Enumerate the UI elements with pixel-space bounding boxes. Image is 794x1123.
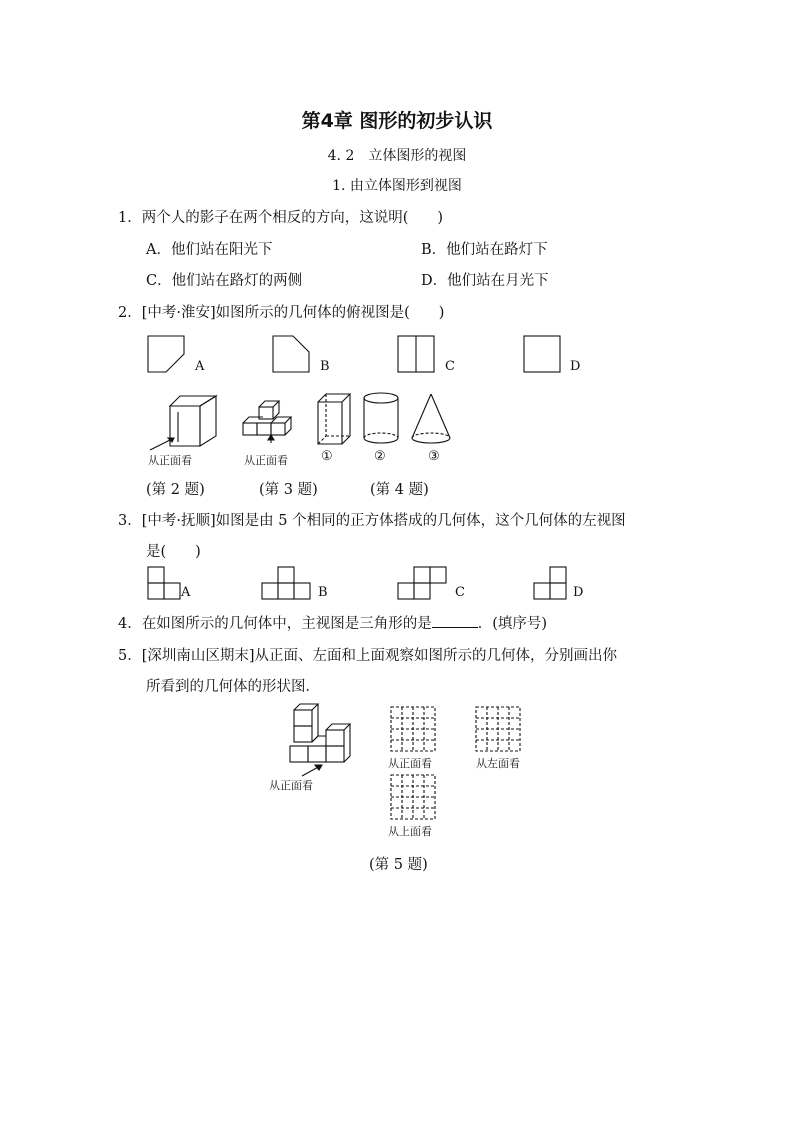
q1-stem: 1．两个人的影子在两个相反的方向，这说明( ) bbox=[118, 210, 444, 226]
q2-option-a-figure bbox=[148, 336, 188, 376]
q5-caption: (第 5 题) bbox=[369, 857, 428, 873]
chapter-title: 第4章 图形的初步认识 bbox=[301, 110, 493, 132]
q2-solid-figure bbox=[148, 392, 228, 452]
q4-stem-before: 4．在如图所示的几何体中，主视图是三角形的是 bbox=[118, 616, 432, 632]
q4-solid-3-label: ③ bbox=[428, 449, 440, 464]
q2-option-a-letter: A bbox=[195, 359, 205, 374]
q4-solid-1-label: ① bbox=[321, 449, 333, 464]
q5-top-view-label: 从上面看 bbox=[388, 825, 432, 838]
q5-front-view-grid[interactable] bbox=[391, 707, 437, 753]
q1-option-c: C．他们站在路灯的两侧 bbox=[146, 273, 303, 289]
q3-option-a-figure bbox=[148, 567, 184, 601]
q3-option-b-figure bbox=[262, 567, 314, 601]
q3-option-d-letter: D bbox=[573, 585, 584, 600]
q4-prism-figure bbox=[316, 392, 356, 448]
q5-stem-line2: 所看到的几何体的形状图． bbox=[146, 679, 320, 695]
q5-left-view-label: 从左面看 bbox=[476, 757, 520, 770]
q3-option-d-figure bbox=[534, 567, 570, 601]
q3-option-b-letter: B bbox=[318, 585, 328, 600]
q2-option-d-letter: D bbox=[570, 359, 581, 374]
q2-option-c-letter: C bbox=[445, 359, 455, 374]
q2-option-d-figure bbox=[524, 336, 564, 376]
q2-option-c-figure bbox=[398, 336, 438, 376]
q3-stem-line2: 是( ) bbox=[146, 544, 201, 560]
q3-option-c-figure bbox=[398, 567, 450, 601]
q4-stem-after: ．(填序号) bbox=[477, 616, 548, 632]
q2-front-view-label: 从正面看 bbox=[148, 454, 192, 467]
q4-cylinder-figure bbox=[362, 392, 404, 448]
q4-solid-2-label: ② bbox=[374, 449, 386, 464]
q4-answer-blank[interactable] bbox=[432, 613, 478, 628]
q1-option-b: B．他们站在路灯下 bbox=[421, 242, 548, 258]
q2-option-b-figure bbox=[273, 336, 313, 376]
q3-caption: (第 3 题) bbox=[259, 482, 318, 498]
q3-cubes-figure bbox=[241, 399, 301, 451]
q5-cubes-figure bbox=[288, 704, 358, 780]
q2-option-b-letter: B bbox=[320, 359, 330, 374]
subsection-title: 1. 由立体图形到视图 bbox=[332, 178, 462, 194]
q5-stem-line1: 5．[深圳南山区期末]从正面、左面和上面观察如图所示的几何体，分别画出你 bbox=[118, 648, 618, 664]
q1-option-d: D．他们站在月光下 bbox=[421, 273, 549, 289]
q2-stem: 2．[中考·淮安]如图所示的几何体的俯视图是( ) bbox=[118, 305, 445, 321]
q3-option-a-letter: A bbox=[181, 585, 191, 600]
q3-front-view-label: 从正面看 bbox=[244, 454, 288, 467]
q4-stem bbox=[118, 612, 547, 633]
section-title: 4. 2 立体图形的视图 bbox=[327, 148, 467, 164]
q5-top-view-grid[interactable] bbox=[391, 775, 437, 821]
q3-option-c-letter: C bbox=[455, 585, 465, 600]
q3-stem-line1: 3．[中考·抚顺]如图是由 5 个相同的正方体搭成的几何体，这个几何体的左视图 bbox=[118, 513, 626, 529]
q5-left-view-grid[interactable] bbox=[476, 707, 522, 753]
q5-front-view-label: 从正面看 bbox=[388, 757, 432, 770]
q4-caption: (第 4 题) bbox=[370, 482, 429, 498]
q2-caption: (第 2 题) bbox=[146, 482, 205, 498]
q5-front-arrow-label: 从正面看 bbox=[269, 779, 313, 792]
q4-cone-figure bbox=[410, 392, 454, 448]
q1-option-a: A．他们站在阳光下 bbox=[146, 242, 273, 258]
